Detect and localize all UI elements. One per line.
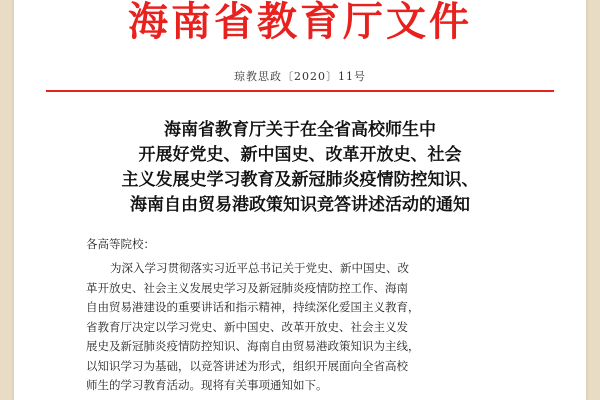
body-line: 省教育厅决定以学习党史、新中国史、改革开放史、社会主义发 <box>86 319 408 334</box>
notice-title-line: 开展好党史、新中国史、改革开放史、社会 <box>138 145 462 165</box>
notice-title-line: 海南自由贸易港政策知识竞答讲述活动的通知 <box>130 195 470 215</box>
body-line: 自由贸易港建设的重要讲话和指示精神，持续深化爱国主义教育， <box>86 300 420 314</box>
body-paragraph <box>86 259 526 396</box>
red-divider-rule <box>46 90 554 92</box>
document-header-title: 海南省教育厅文件 <box>128 0 472 45</box>
document-sheet <box>14 0 586 400</box>
notice-title-line: 主义发展史学习教育及新冠肺炎疫情防控知识、 <box>121 170 479 190</box>
notice-title-line: 海南省教育厅关于在全省高校师生中 <box>164 120 436 140</box>
body-line: 革开放史、社会主义发展史学习及新冠肺炎疫情防控工作、海南 <box>86 280 408 295</box>
notice-title <box>14 118 586 218</box>
salutation: 各高等院校： <box>86 237 155 251</box>
body-line: 展史及新冠肺炎疫情防控知识、海南自由贸易港政策知识为主线， <box>86 339 420 353</box>
body-line: 为深入学习贯彻落实习近平总书记关于党史、新中国史、改 <box>110 261 409 275</box>
body-line: 师生的学习教育活动。现将有关事项通知如下。 <box>86 378 328 392</box>
document-number: 琼教思政〔2020〕11号 <box>234 70 366 83</box>
body-line: 以知识学习为基础，以竞答讲述为形式，组织开展面向全省高校 <box>86 358 408 373</box>
